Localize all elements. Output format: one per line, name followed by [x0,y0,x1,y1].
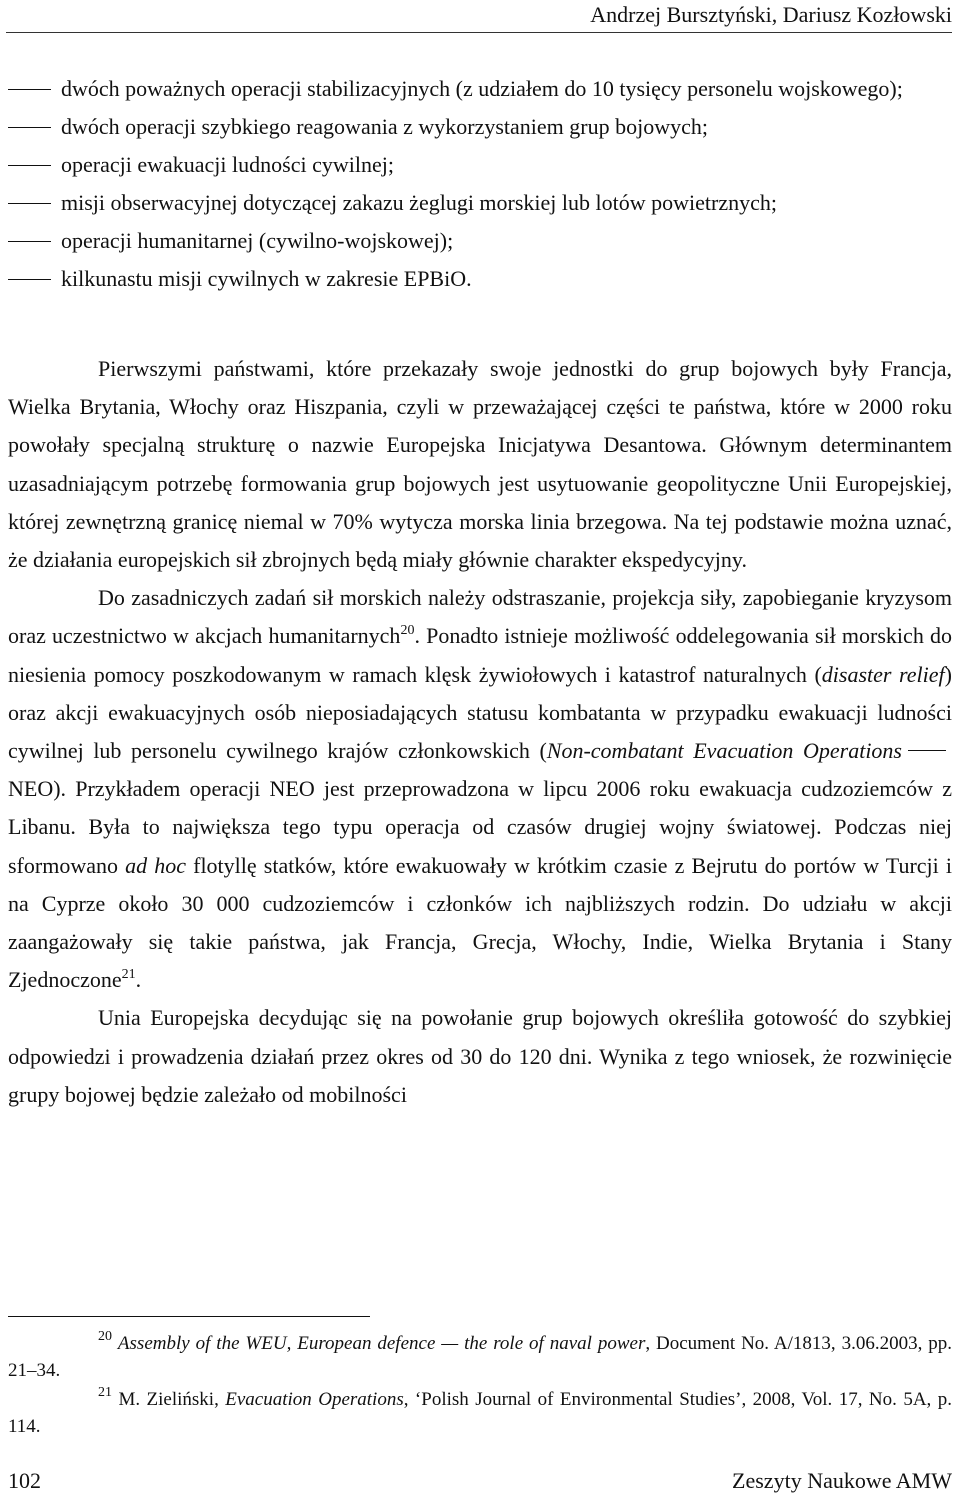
paragraph-3: Unia Europejska decydując się na powołanie grup bojowych określiła gotowość do szybkiej odpowiedzi i prowadzenia działań przez okres od 30 do 120 dni. Wynika z tego wniosek, że rozwinięcie grupy bojowej będzie zależało od mobilności [8,1005,952,1107]
list-item-text: operacji ewakuacji ludności cywilnej; [61,152,394,177]
footnote-number: 20 [98,1329,112,1344]
dash-bullet [8,89,51,90]
list-item-text: dwóch operacji szybkiego reagowania z wykorzystaniem grup bojowych; [61,114,708,139]
list-item [8,70,952,108]
dash-bullet [8,203,51,204]
bullet-list [8,70,952,298]
dash-bullet [8,279,51,280]
list-item [8,184,952,222]
header-rule [6,32,952,33]
body-text [8,350,952,1114]
dash-bullet [8,165,51,166]
journal-name: Zeszyty Naukowe AMW [732,1468,952,1493]
footnote-20: $^{20}$ Assembly of the WEU, European defence — the role of naval power, Document No. A/1813, 3.06.2003, pp. 21–34. [8,1329,952,1381]
footnote-ref-20[interactable]: 20 [400,623,415,639]
list-item-text: dwóch poważnych operacji stabilizacyjnych (z udziałem do 10 tysięcy personelu wojskowego); [61,76,903,101]
list-item-text: misji obserwacyjnej dotyczącej zakazu żeglugi morskiej lub lotów powietrznych; [61,190,777,215]
running-header [0,0,952,34]
dash-bullet [8,127,51,128]
list-item [8,146,952,184]
footnote-separator [8,1316,370,1317]
paragraph-2: Do zasadniczych zadań sił morskich należy odstraszanie, projekcja siły, zapobieganie kryzysom oraz uczestnictwo w akcjach humanitarnych$^{20}$. Ponadto istnieje możliwość oddelegowania sił morskich do niesienia pomocy poszkodowanym w ramach klęsk żywiołowych i katastrof naturalnych (disaster relief) oraz akcji ewakuacyjnych osób nieposiadających statusu kombatanta w przypadku ewakuacji ludności cywilnej lub personelu cywilnego krajów członkowskich (Non-combatant Evacuation OperationsNEO). Przykładem operacji NEO jest przeprowadzona w lipcu 2006 roku ewakuacja cudzoziemców z Libanu. Była to największa tego typu operacja od czasów drugiej wojny światowej. Podczas niej sformowano ad hoc flotyllę statków, które ewakuowały w krótkim czasie z Bejrutu do portów w Turcji i na Cyprze około 30 000 cudzoziemców i członków ich najbliższych rodzin. Do udziału w akcji zaangażowały się takie państwa, jak Francja, Grecja, Włochy, Indie, Wielka Brytania i Stany Zjednoczone$^{21}$. [8,585,953,993]
list-item [8,260,952,298]
list-item-text: kilkunastu misji cywilnych w zakresie EPBiO. [61,266,472,291]
paragraph-1: Pierwszymi państwami, które przekazały swoje jednostki do grup bojowych były Francja, Wielka Brytania, Włochy oraz Hiszpania, czyli w przeważającej części te państwa, które w 2000 roku powołały specjalną strukturę o nazwie Europejska Inicjatywa Desantowa. Głównym determinantem uzasadniającym potrzebę formowania grup bojowych jest usytuowanie geopolityczne Unii Europejskiej, której zewnętrzną granicę niemal w 70% wytycza morska linia brzegowa. Na tej podstawie można uznać, że działania europejskich sił zbrojnych będą miały głównie charakter ekspedycyjny. [8,356,952,573]
page-number: 102 [8,1468,41,1493]
dash-bullet [8,241,51,242]
footnote-ref-21[interactable]: 21 [121,967,136,983]
em-dash [908,750,946,751]
list-item-text: operacji humanitarnej (cywilno-wojskowej); [61,228,454,253]
list-item [8,108,952,146]
footnote-number: 21 [98,1385,112,1400]
header-authors: Andrzej Bursztyński, Dariusz Kozłowski [590,2,952,27]
list-item [8,222,952,260]
footnote-21: $^{21}$ M. Zieliński, Evacuation Operations, ‘Polish Journal of Environmental Studies’, 2008, Vol. 17, No. 5A, p. 114. [8,1385,952,1437]
